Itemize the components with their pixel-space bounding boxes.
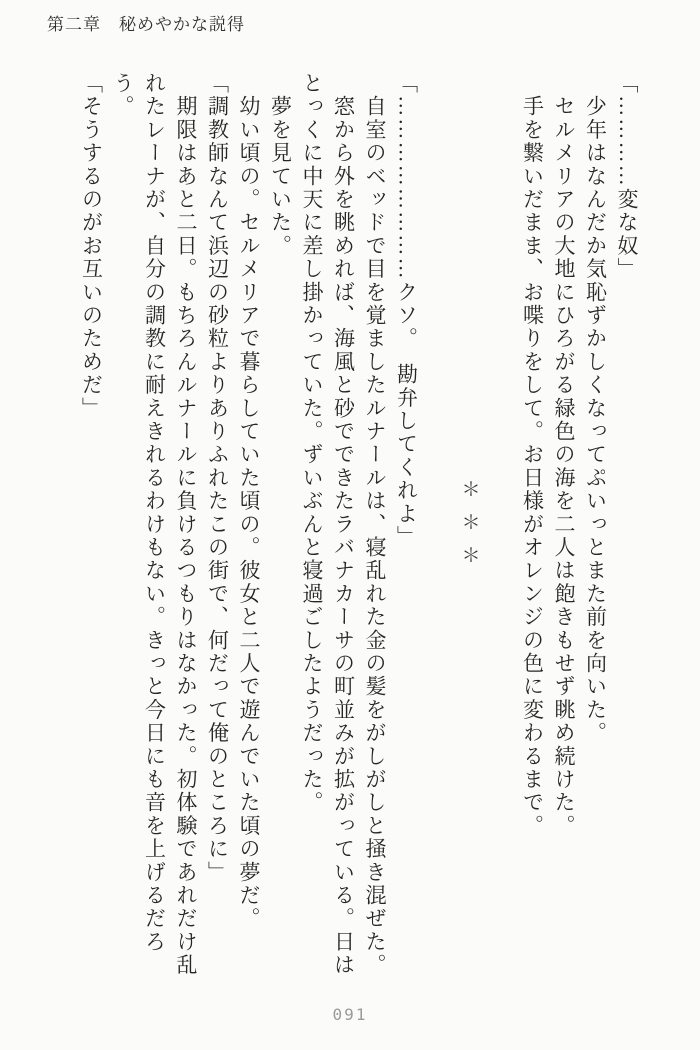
chapter-header: 第二章 秘めやかな説得 — [47, 15, 245, 34]
dialogue-line: 「そうするのがお互いのためだ」 — [79, 72, 104, 420]
dialogue-line: 「……………………クソ。 勘弁してくれよ」 — [394, 72, 419, 549]
paragraph: セルメリアの大地にひろがる緑色の海を二人は飽きもせず眺め続けた。 — [552, 72, 576, 838]
paragraph: 自室のベッドで目を覚ましたルナールは、寝乱れた金の髪をがしがしと掻き混ぜた。 — [363, 72, 387, 977]
section-separator: ＊＊＊ — [458, 478, 480, 578]
paragraph: 夢を見ていた。 — [268, 72, 293, 258]
dialogue-line: 「…………変な奴」 — [615, 72, 639, 281]
paragraph: 少年はなんだか気恥ずかしくなってぷいっとまた前を向いた。 — [583, 72, 608, 745]
paragraph: 窓から外を眺めれば、海風と砂でできたラバナカーサの町並みが拡がっている。日はとっくに中天に差し掛かっていた。ずいぶんと寝過ごしたようだった。 — [300, 72, 356, 977]
body-text-block — [75, 72, 642, 984]
dialogue-line: 「調教師なんて浜辺の砂粒よりありふれたこの街で、何だって俺のところに」 — [205, 72, 230, 884]
paragraph: 期限はあと二日。もちろんルナールに負けるつもりはなかった。初体験であれだけ乱れたレーナが、自分の調教に耐えきれるわけもない。きっと今日にも音を上げるだろう。 — [111, 72, 198, 977]
paragraph: 幼い頃の。セルメリアで暮らしていた頃の。彼女と二人で遊んでいた頃の夢だ。 — [237, 72, 261, 931]
page-number: 091 — [332, 1005, 368, 1024]
paragraph: 手を繋いだまま、お喋りをして。お日様がオレンジの色に変わるまで。 — [520, 72, 545, 838]
